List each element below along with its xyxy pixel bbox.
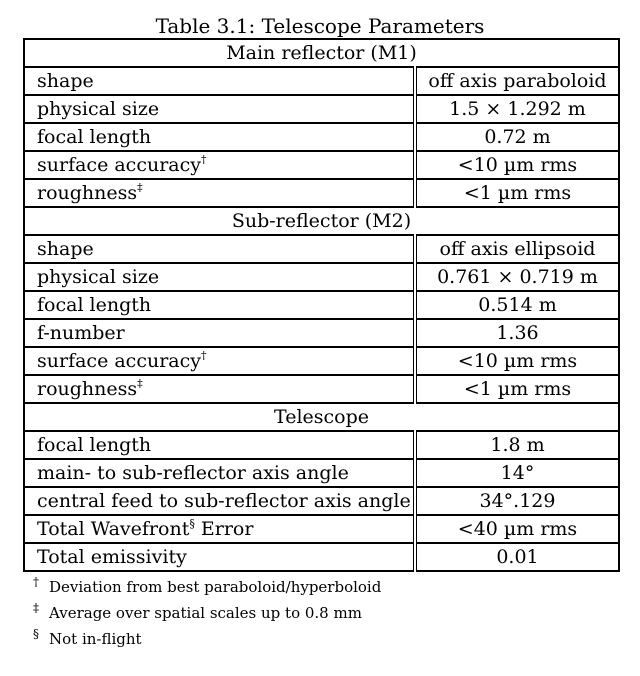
parameter-label: physical size <box>37 98 160 120</box>
table-row <box>24 459 619 487</box>
footnote-symbol: † <box>33 575 39 589</box>
footnote-marker: † <box>201 153 207 166</box>
parameter-label-cell <box>24 263 415 291</box>
parameter-label-cell <box>24 543 415 571</box>
parameter-value: 1.36 <box>415 319 619 347</box>
footnote <box>33 624 381 648</box>
table-row <box>24 515 619 543</box>
table-row <box>24 67 619 95</box>
parameter-value: 1.5 × 1.292 m <box>415 95 619 123</box>
parameter-value: <10 µm rms <box>415 151 619 179</box>
parameter-label-cell <box>24 235 415 263</box>
table-row <box>24 375 619 403</box>
footnote <box>33 598 381 622</box>
parameter-value: <1 µm rms <box>415 375 619 403</box>
section-header-row <box>24 207 619 235</box>
table-row <box>24 291 619 319</box>
parameter-label: roughness <box>37 182 138 204</box>
parameter-label: physical size <box>37 266 160 288</box>
parameter-value: 34°.129 <box>415 487 619 515</box>
parameter-label-cell <box>24 459 415 487</box>
parameter-label: surface accuracy <box>37 350 201 372</box>
footnote <box>33 572 381 596</box>
footnote-symbol: ‡ <box>33 601 39 615</box>
parameter-label: f-number <box>37 322 125 344</box>
parameter-value: off axis ellipsoid <box>415 235 619 263</box>
table-caption: Table 3.1: Telescope Parameters <box>155 14 485 38</box>
parameter-label-cell <box>24 375 415 403</box>
parameter-label: focal length <box>37 294 152 316</box>
table-row <box>24 123 619 151</box>
table-row <box>24 319 619 347</box>
parameter-label-cell <box>24 431 415 459</box>
table-row <box>24 431 619 459</box>
parameter-label: surface accuracy <box>37 154 201 176</box>
table-row <box>24 235 619 263</box>
table-row <box>24 487 619 515</box>
parameter-value: 0.72 m <box>415 123 619 151</box>
telescope-parameters-table <box>23 38 620 572</box>
parameter-value: 0.01 <box>415 543 619 571</box>
parameter-label: shape <box>37 238 94 260</box>
parameter-value: 1.8 m <box>415 431 619 459</box>
section-header-row <box>24 39 619 67</box>
parameter-label-cell <box>24 515 415 543</box>
parameter-label-cell <box>24 487 415 515</box>
parameter-label: shape <box>37 70 94 92</box>
parameter-label: roughness <box>37 378 138 400</box>
parameter-label-cell <box>24 347 415 375</box>
footnote-marker: ‡ <box>137 181 143 194</box>
parameter-value: off axis paraboloid <box>415 67 619 95</box>
parameter-value: <40 µm rms <box>415 515 619 543</box>
table-row <box>24 151 619 179</box>
footnotes <box>33 572 381 650</box>
footnote-symbol: § <box>33 627 39 641</box>
section-title: Main reflector (M1) <box>226 42 417 64</box>
footnote-marker: † <box>201 349 207 362</box>
parameter-label: Total Wavefront <box>37 518 190 540</box>
parameter-label-cell <box>24 179 415 207</box>
table-row <box>24 347 619 375</box>
table-row <box>24 543 619 571</box>
parameter-label: main- to sub-reflector axis angle <box>37 462 349 484</box>
parameter-label-cell <box>24 67 415 95</box>
parameter-label-cell <box>24 95 415 123</box>
footnote-marker: § <box>189 517 195 530</box>
section-title: Sub-reflector (M2) <box>24 207 619 235</box>
table-row <box>24 179 619 207</box>
table-body <box>24 39 619 571</box>
parameter-label: focal length <box>37 126 152 148</box>
parameter-value: <10 µm rms <box>415 347 619 375</box>
parameter-label-cell <box>24 291 415 319</box>
parameter-label-suffix: Error <box>194 518 254 540</box>
table-row <box>24 263 619 291</box>
parameter-label: central feed to sub-reflector axis angle <box>37 490 411 512</box>
section-header-row <box>24 403 619 431</box>
footnote-marker: ‡ <box>137 377 143 390</box>
footnote-text: Deviation from best paraboloid/hyperboloid <box>49 578 382 596</box>
parameter-value: <1 µm rms <box>415 179 619 207</box>
table-row <box>24 95 619 123</box>
section-title: Telescope <box>24 403 619 431</box>
parameter-value: 0.514 m <box>415 291 619 319</box>
parameter-value: 14° <box>415 459 619 487</box>
parameter-label-cell <box>24 123 415 151</box>
footnote-text: Not in-flight <box>49 630 142 648</box>
parameter-label: Total emissivity <box>37 546 187 568</box>
parameter-label-cell <box>24 151 415 179</box>
parameter-label-cell <box>24 319 415 347</box>
footnote-text: Average over spatial scales up to 0.8 mm <box>49 604 362 622</box>
parameter-value: 0.761 × 0.719 m <box>415 263 619 291</box>
parameter-label: focal length <box>37 434 152 456</box>
